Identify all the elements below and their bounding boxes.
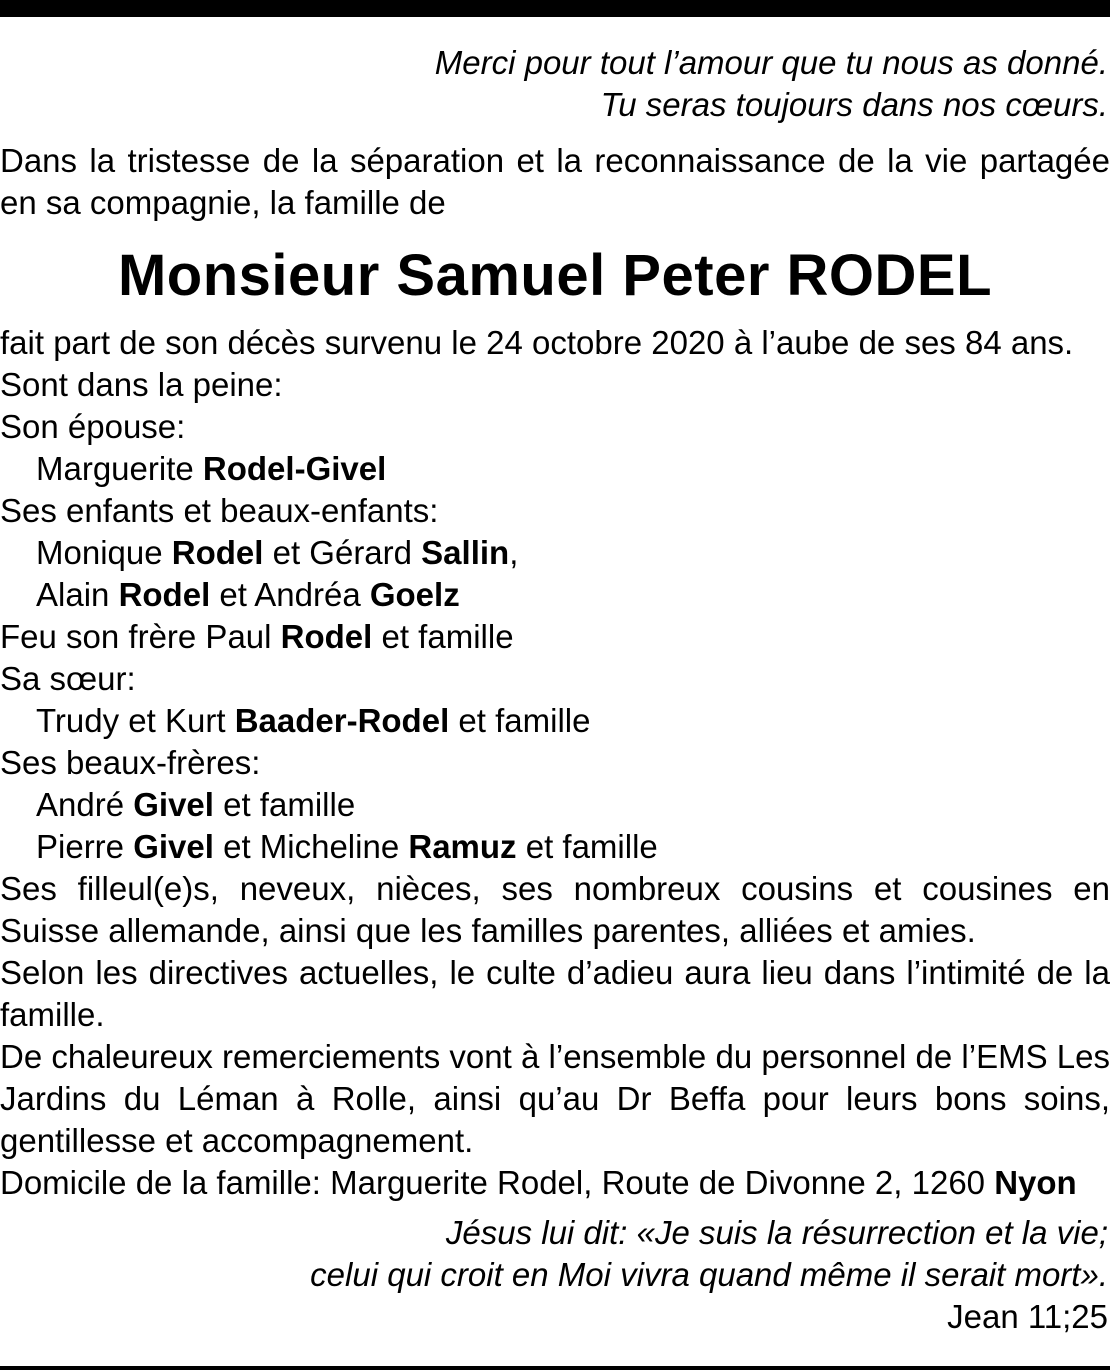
children-entry-1 xyxy=(0,532,1110,574)
mourners-heading: Sont dans la peine: xyxy=(0,366,283,403)
punctuation: , xyxy=(509,534,519,571)
last-name: Givel xyxy=(133,786,214,823)
opening-verse-line-2: Tu seras toujours dans nos cœurs. xyxy=(600,86,1108,123)
deceased-name: Monsieur Samuel Peter RODEL xyxy=(117,243,993,308)
sister-first-names: Trudy et Kurt xyxy=(36,702,235,739)
partner-last-name: Sallin xyxy=(421,534,510,571)
child-last-name: Rodel xyxy=(171,534,264,571)
closing-verse-line-1: Jésus lui dit: «Je suis la résurrection et la vie; xyxy=(445,1214,1108,1251)
sister-suffix: et famille xyxy=(449,702,591,739)
extended-family-text: Ses filleul(e)s, neveux, nièces, ses nombreux cousins et cousines en Suisse allemande, ainsi que les familles parentes, alliées et amies. xyxy=(0,870,1110,949)
brothers-in-law-heading: Ses beaux-frères: xyxy=(0,744,261,781)
brother-entry xyxy=(0,616,1110,658)
obituary-notice xyxy=(0,42,1110,1338)
child-last-name: Rodel xyxy=(118,576,211,613)
bottom-border-rule xyxy=(0,1366,1110,1370)
children-entry-2 xyxy=(0,574,1110,616)
child-first-name: Monique xyxy=(36,534,172,571)
partner-first-name: et Gérard xyxy=(263,534,422,571)
closing-verse xyxy=(0,1212,1110,1296)
announcement-text: fait part de son décès survenu le 24 octobre 2020 à l’aube de ses 84 ans. xyxy=(0,324,1074,361)
closing-verse-line-2: celui qui croit en Moi vivra quand même il serait mort». xyxy=(310,1256,1108,1293)
brother-prefix: Feu son frère Paul xyxy=(0,618,281,655)
first-name: Pierre xyxy=(36,828,134,865)
child-first-name: Alain xyxy=(36,576,119,613)
domicile-address: Domicile de la famille: Marguerite Rodel, Route de Divonne 2, 1260 xyxy=(0,1164,995,1201)
children-heading: Ses enfants et beaux-enfants: xyxy=(0,492,439,529)
ceremony-text: Selon les directives actuelles, le culte d’adieu aura lieu dans l’intimité de la famille. xyxy=(0,954,1110,1033)
verse-reference: Jean 11;25 xyxy=(947,1298,1108,1335)
spouse-entry xyxy=(0,448,1110,490)
intro-text: Dans la tristesse de la séparation et la reconnaissance de la vie partagée en sa compagnie, la famille de xyxy=(0,142,1110,221)
opening-verse xyxy=(0,42,1110,126)
suffix: et famille xyxy=(516,828,658,865)
spouse-last-name: Rodel-Givel xyxy=(202,450,387,487)
domicile-city: Nyon xyxy=(994,1164,1077,1201)
partner-first-name: et Andréa xyxy=(210,576,370,613)
suffix: et famille xyxy=(213,786,356,823)
top-border-rule xyxy=(0,0,1110,17)
brother-last-name: Rodel xyxy=(280,618,373,655)
sister-heading: Sa sœur: xyxy=(0,660,136,697)
partner-last-name: Goelz xyxy=(369,576,460,613)
partner-first-name: et Micheline xyxy=(213,828,409,865)
domicile-line xyxy=(0,1162,1110,1204)
last-name: Givel xyxy=(133,828,214,865)
opening-verse-line-1: Merci pour tout l’amour que tu nous as donné. xyxy=(434,44,1108,81)
brother-in-law-entry-1 xyxy=(0,784,1110,826)
spouse-heading: Son épouse: xyxy=(0,408,186,445)
sister-last-name: Baader-Rodel xyxy=(234,702,450,739)
sister-entry xyxy=(0,700,1110,742)
brother-in-law-entry-2 xyxy=(0,826,1110,868)
thanks-text: De chaleureux remerciements vont à l’ensemble du personnel de l’EMS Les Jardins du Léman à Rolle, ainsi qu’au Dr Beffa pour leurs bons soins, gentillesse et accompagnement. xyxy=(0,1038,1110,1159)
partner-last-name: Ramuz xyxy=(408,828,517,865)
spouse-first-name: Marguerite xyxy=(36,450,203,487)
first-name: André xyxy=(36,786,134,823)
brother-suffix: et famille xyxy=(372,618,514,655)
